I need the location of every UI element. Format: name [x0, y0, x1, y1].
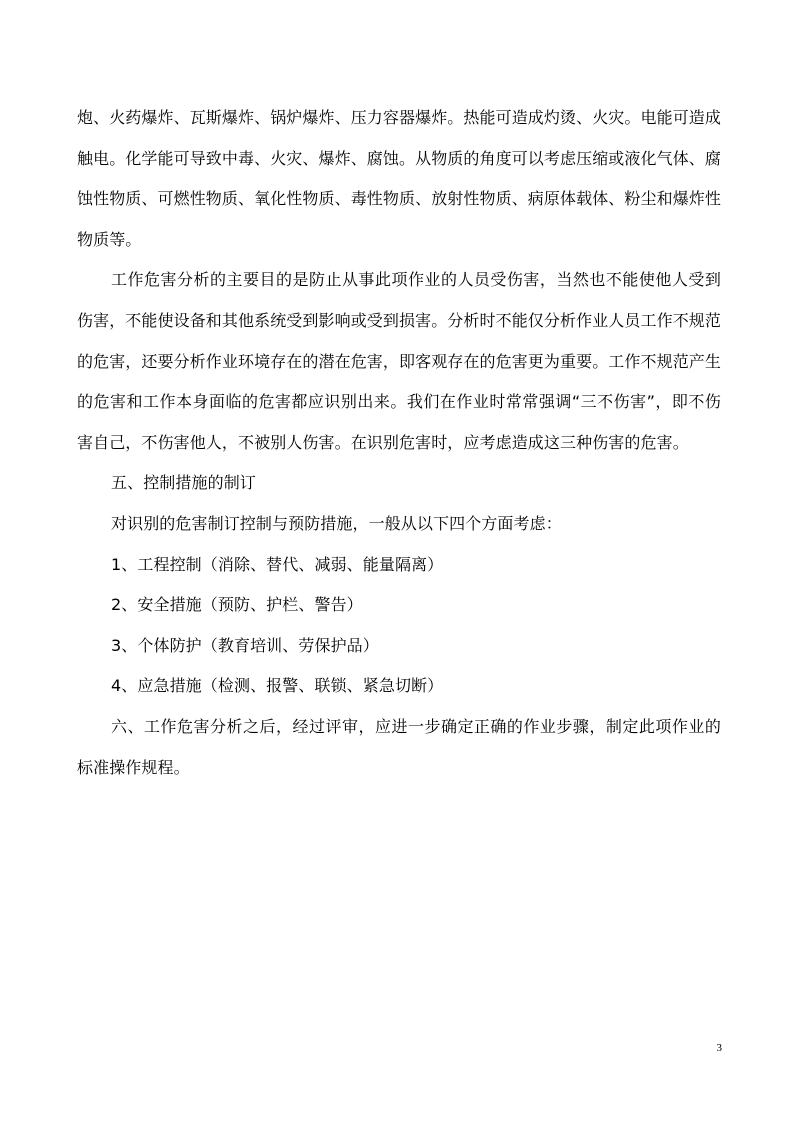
list-item-emergency-measures: 4、应急措施（检测、报警、联锁、紧急切断） — [111, 676, 444, 696]
paragraph-standard-operating-procedure: 六、工作危害分析之后，经过评审，应进一步确定正确的作业步骤，制定此项作业的标准操作规程。 — [77, 716, 721, 777]
page-number: 3 — [716, 1042, 722, 1054]
list-item-personal-protection: 3、个体防护（教育培训、劳保护品） — [111, 635, 379, 655]
list-item-safety-measures: 2、安全措施（预防、护栏、警告） — [111, 595, 363, 615]
paragraph-hazard-analysis-purpose: 工作危害分析的主要目的是防止从事此项作业的人员受伤害，当然也不能使他人受到伤害，不能使设备和其他系统受到影响或受到损害。分析时不能仅分析作业人员工作不规范的危害，还要分析作业环境存在的潜在危害，即客观存在的危害更为重要。工作不规范产生的危害和工作本身面临的危害都应识别出来。我们在作业时常常强调“三不伤害”，即不伤害自己，不伤害他人，不被别人伤害。在识别危害时，应考虑造成这三种伤害的危害。 — [77, 270, 722, 452]
paragraph-control-intro: 对识别的危害制订控制与预防措施，一般从以下四个方面考虑： — [111, 513, 562, 533]
paragraph-energy-and-substances: 炮、火药爆炸、瓦斯爆炸、锅炉爆炸、压力容器爆炸。热能可造成灼烫、火灾。电能可造成触电。化学能可导致中毒、火灾、爆炸、腐蚀。从物质的角度可以考虑压缩或液化气体、腐蚀性物质、可燃性物质、氧化性物质、毒性物质、放射性物质、病原体载体、粉尘和爆炸性物质等。 — [77, 108, 722, 249]
list-item-engineering-control: 1、工程控制（消除、替代、减弱、能量隔离） — [111, 554, 444, 574]
section-heading-control-measures: 五、控制措施的制订 — [111, 473, 256, 493]
document-body — [77, 98, 721, 788]
